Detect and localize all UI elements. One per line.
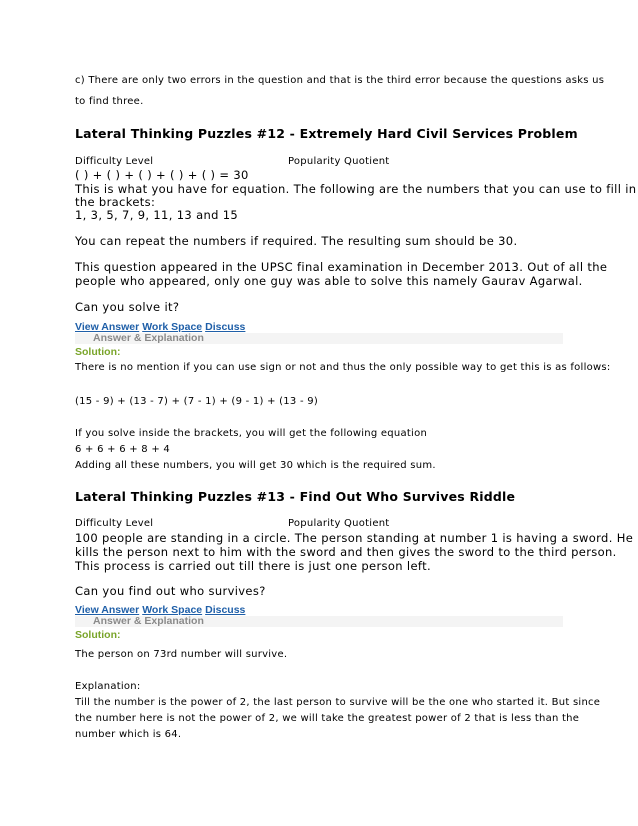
puzzle13-answer-tab[interactable]: Answer & Explanation (93, 615, 204, 627)
intro-line-1: c) There are only two errors in the question and that is the third error because the questions asks us (75, 75, 605, 86)
puzzle12-difficulty-label: Difficulty Level (75, 156, 154, 167)
puzzle13-text-2: kills the person next to him with the sword and then gives the sword to the third person. (75, 545, 617, 559)
puzzle13-question: Can you find out who survives? (75, 584, 266, 598)
puzzle12-numbers: 1, 3, 5, 7, 9, 11, 13 and 15 (75, 208, 239, 222)
work-space-link[interactable]: Work Space (142, 321, 203, 333)
discuss-link[interactable]: Discuss (205, 604, 246, 616)
view-answer-link[interactable]: View Answer (75, 321, 140, 333)
puzzle13-solution-label: Solution: (75, 629, 121, 641)
puzzle12-question: Can you solve it? (75, 300, 180, 314)
puzzle13-text-3: This process is carried out till there is just one person left. (75, 559, 431, 573)
puzzle13-text-1: 100 people are standing in a circle. The person standing at number 1 is having a sword. He (75, 531, 634, 545)
puzzle12-sol-2: (15 - 9) + (13 - 7) + (7 - 1) + (9 - 1) + (13 - 9) (75, 396, 318, 407)
puzzle12-sol-5: Adding all these numbers, you will get 30 which is the required sum. (75, 460, 436, 471)
view-answer-link[interactable]: View Answer (75, 604, 140, 616)
puzzle12-sol-3: If you solve inside the brackets, you will get the following equation (75, 428, 428, 439)
puzzle13-expl-3: number which is 64. (75, 729, 182, 740)
work-space-link[interactable]: Work Space (142, 604, 203, 616)
puzzle12-upsc-1: This question appeared in the UPSC final examination in December 2013. Out of all the (75, 260, 608, 274)
puzzle12-text-2: the brackets: (75, 195, 156, 209)
puzzle12-equation: ( ) + ( ) + ( ) + ( ) + ( ) = 30 (75, 168, 249, 182)
puzzle13-expl-1: Till the number is the power of 2, the last person to survive will be the one who started it. But since (75, 697, 601, 708)
intro-line-2: to find three. (75, 96, 144, 107)
puzzle13-expl-2: the number here is not the power of 2, we will take the greatest power of 2 that is less than the (75, 713, 580, 724)
puzzle12-repeat: You can repeat the numbers if required. The resulting sum should be 30. (75, 234, 518, 248)
puzzle12-upsc-2: people who appeared, only one guy was able to solve this namely Gaurav Agarwal. (75, 274, 583, 288)
puzzle12-title: Lateral Thinking Puzzles #12 - Extremely Hard Civil Services Problem (75, 126, 578, 141)
puzzle12-sol-1: There is no mention if you can use sign or not and thus the only possible way to get this is as follows: (75, 362, 611, 373)
discuss-link[interactable]: Discuss (205, 321, 246, 333)
puzzle12-text-1: This is what you have for equation. The following are the numbers that you can use to fill in (75, 182, 637, 196)
puzzle13-sol-1: The person on 73rd number will survive. (75, 649, 288, 660)
puzzle12-popularity-label: Popularity Quotient (288, 156, 390, 167)
puzzle12-solution-label: Solution: (75, 346, 121, 358)
puzzle13-difficulty-label: Difficulty Level (75, 518, 154, 529)
puzzle12-sol-4: 6 + 6 + 6 + 8 + 4 (75, 444, 171, 455)
puzzle13-title: Lateral Thinking Puzzles #13 - Find Out Who Survives Riddle (75, 489, 516, 504)
puzzle13-popularity-label: Popularity Quotient (288, 518, 390, 529)
puzzle12-answer-tab[interactable]: Answer & Explanation (93, 332, 204, 344)
puzzle13-expl-label: Explanation: (75, 681, 141, 692)
